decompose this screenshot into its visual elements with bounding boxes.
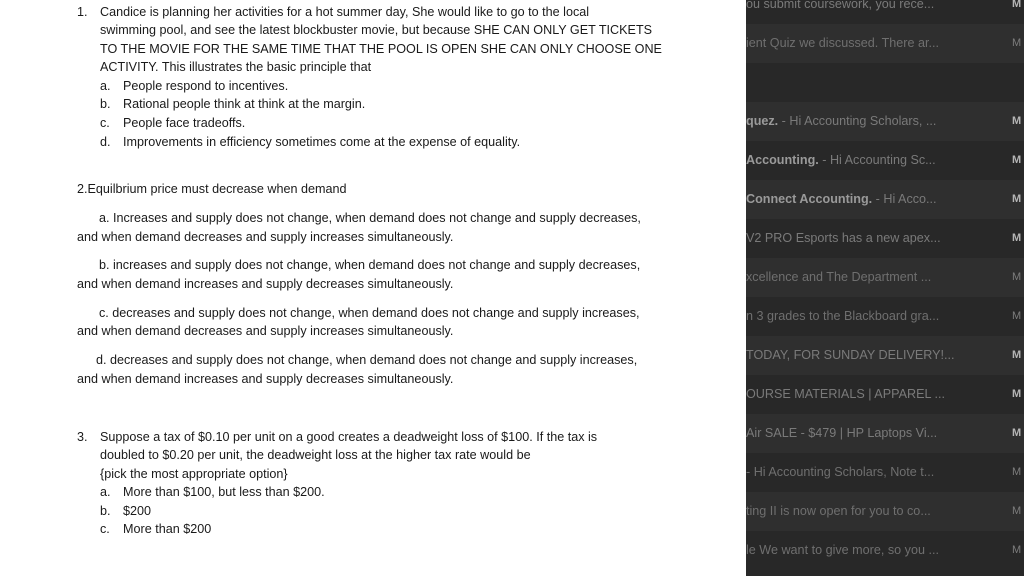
email-snippet-text: - Hi Accounting Scholars, ... [778,114,937,128]
email-date: M [1012,193,1022,205]
q1-option-c-letter: c. [100,116,110,130]
email-snippet [746,297,958,336]
email-snippet [746,141,958,180]
email-date: M [1012,271,1022,283]
q2-option-a-line-2: and when demand decreases and supply increases simultaneously. [77,230,454,244]
q2-option-c-line-1: c. decreases and supply does not change, when demand does not change and supply increases, [99,306,640,320]
email-snippet [746,414,958,453]
q3-option-c-letter: c. [100,522,110,536]
email-snippet-text: xcellence and The Department ... [746,270,932,284]
email-date: M [1012,232,1022,244]
email-date: M [1012,310,1022,322]
email-snippet [746,375,958,414]
email-sender-bold: Accounting. [746,153,819,167]
email-date: M [1012,388,1022,400]
email-snippet [746,0,958,24]
email-row[interactable] [746,24,1024,63]
email-row[interactable] [746,375,1024,414]
email-snippet [746,219,958,258]
email-date: M [1012,0,1022,10]
q3-option-c-text: More than $200 [123,522,212,536]
email-row[interactable] [746,414,1024,453]
email-snippet [746,258,958,297]
q1-option-d-text: Improvements in efficiency sometimes come at the expense of equality. [123,135,521,149]
email-snippet-text: - Hi Acco... [872,192,937,206]
email-date: M [1012,427,1022,439]
q3-stem-line-3: {pick the most appropriate option} [100,467,288,481]
email-date: M [1012,505,1022,517]
q3-number: 3. [77,430,88,444]
email-snippet [746,180,958,219]
email-row[interactable] [746,336,1024,375]
email-snippet-text: ting II is now open for you to co... [746,504,931,518]
email-row[interactable] [746,0,1024,24]
q1-option-a-text: People respond to incentives. [123,79,289,93]
email-sender-bold: Connect Accounting. [746,192,873,206]
q3-option-a-text: More than $100, but less than $200. [123,485,325,499]
q1-option-c-text: People face tradeoffs. [123,116,246,130]
q3-option-b-letter: b. [100,504,111,518]
email-snippet [746,102,958,141]
q1-option-a-letter: a. [100,79,111,93]
email-snippet-text: ient Quiz we discussed. There ar... [746,36,939,50]
q1-option-b-text: Rational people think at think at the margin. [123,97,366,111]
email-snippet [746,453,958,492]
q1-option-b-letter: b. [100,97,111,111]
q1-number: 1. [77,5,88,19]
q2-option-c-line-2: and when demand decreases and supply increases simultaneously. [77,324,454,338]
email-snippet-text: le We want to give more, so you ... [746,543,939,557]
email-row[interactable] [746,219,1024,258]
q3-stem-line-1: Suppose a tax of $0.10 per unit on a good creates a deadweight loss of $100. If the tax is [100,430,598,444]
email-snippet-text: - Hi Accounting Scholars, Note t... [746,465,935,479]
email-date: M [1012,115,1022,127]
email-row[interactable] [746,102,1024,141]
q2-stem: 2.Equilbrium price must decrease when demand [77,182,347,196]
email-date: M [1012,466,1022,478]
email-row[interactable] [746,492,1024,531]
email-date: M [1012,349,1022,361]
q1-stem-line-1: Candice is planning her activities for a hot summer day, She would like to go to the local [100,5,590,19]
q2-option-a-line-1: a. Increases and supply does not change, when demand does not change and supply decreases, [99,211,641,225]
q2-option-b-line-1: b. increases and supply does not change, when demand does not change and supply decreases, [99,258,641,272]
email-snippet-text: ou submit coursework, you rece... [746,0,935,11]
q3-stem-line-2: doubled to $0.20 per unit, the deadweight loss at the higher tax rate would be [100,448,531,462]
q3-option-a-letter: a. [100,485,111,499]
q1-stem-line-4: ACTIVITY. This illustrates the basic principle that [100,60,372,74]
email-snippet [746,336,958,375]
email-snippet [746,492,958,531]
q2-option-b-line-2: and when demand increases and supply decreases simultaneously. [77,277,454,291]
email-date: M [1012,37,1022,49]
q3-option-b-text: $200 [123,504,152,518]
q1-stem-line-3: TO THE MOVIE FOR THE SAME TIME THAT THE POOL IS OPEN SHE CAN ONLY CHOOSE ONE [100,42,662,56]
email-snippet [746,24,958,63]
background-email-list [746,0,1024,576]
q1-option-d-letter: d. [100,135,111,149]
email-snippet-text: V2 PRO Esports has a new apex... [746,231,941,245]
q2-option-d-line-1: d. decreases and supply does not change, when demand does not change and supply increases, [96,353,638,367]
q2-option-d-line-2: and when demand increases and supply decreases simultaneously. [77,372,454,386]
email-snippet-text: TODAY, FOR SUNDAY DELIVERY!... [746,348,955,362]
email-date: M [1012,544,1022,556]
email-row[interactable] [746,297,1024,336]
email-snippet-text: n 3 grades to the Blackboard gra... [746,309,940,323]
email-date: M [1012,154,1022,166]
email-snippet-text: Air SALE - $479 | HP Laptops Vi... [746,426,938,440]
email-row[interactable] [746,63,1024,102]
email-snippet [746,63,958,102]
email-snippet [746,531,958,570]
email-snippet-text: OURSE MATERIALS | APPAREL ... [746,387,945,401]
email-row[interactable] [746,531,1024,570]
email-row[interactable] [746,141,1024,180]
q1-stem-line-2: swimming pool, and see the latest blockbuster movie, but because SHE CAN ONLY GET TICKETS [100,23,653,37]
email-sender-bold: quez. [746,114,779,128]
email-snippet-text: - Hi Accounting Sc... [818,153,936,167]
email-row[interactable] [746,453,1024,492]
email-row[interactable] [746,180,1024,219]
email-row[interactable] [746,258,1024,297]
